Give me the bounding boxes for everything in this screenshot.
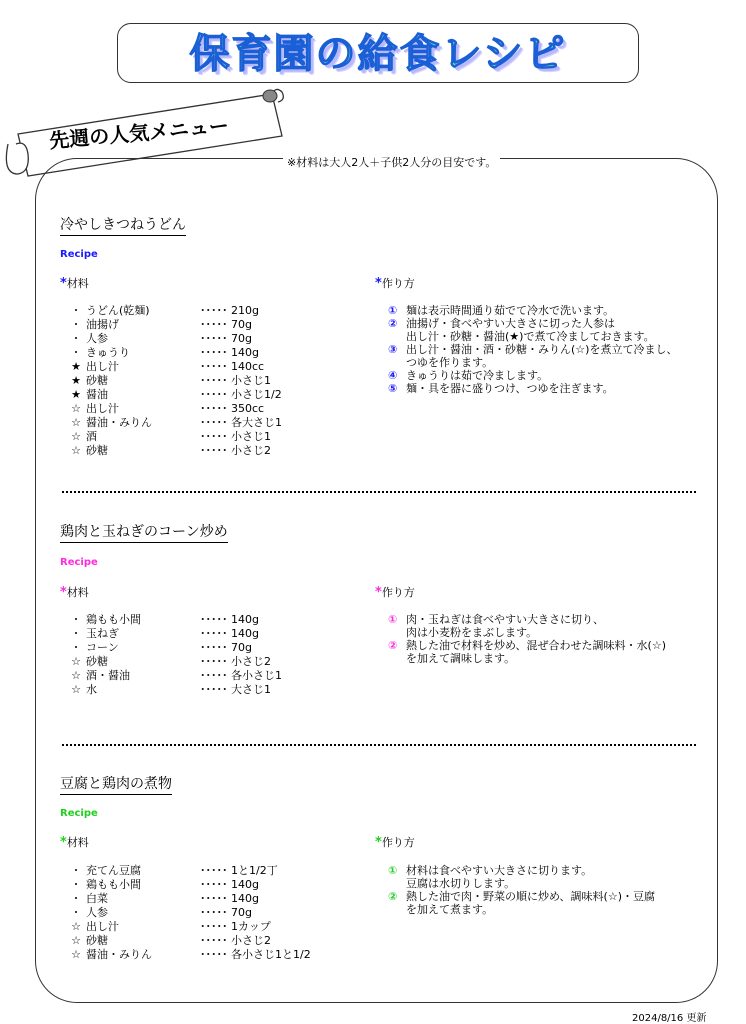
ingredient-mark: ・	[70, 906, 82, 919]
ingredient-name: 酒・醤油	[86, 669, 130, 682]
steps-heading-2: *作り方	[375, 585, 415, 600]
ingredient-name: 出し汁	[86, 360, 119, 373]
ingredient-mark: ☆	[71, 416, 81, 429]
step-number: ②	[388, 639, 398, 652]
ingredient-name: 出し汁	[86, 920, 119, 933]
ingredient-qty: ･････ 各大さじ1	[200, 416, 282, 429]
ingredient-row	[68, 892, 259, 906]
ingredient-name: 人参	[86, 332, 108, 345]
ingredient-qty: ･････ 小さじ1	[200, 430, 271, 443]
ingredient-name: 鶏もも小間	[86, 878, 141, 891]
ingredient-row	[68, 613, 259, 627]
step-number: ①	[388, 304, 398, 317]
step-list-1	[388, 304, 708, 395]
ingredient-row	[68, 683, 271, 697]
steps-heading-1: *作り方	[375, 276, 415, 291]
step-row	[388, 382, 708, 395]
ingredient-qty: ･････ 70g	[200, 332, 252, 345]
ingredient-row	[68, 444, 271, 458]
step-text: きゅうりは茹で冷まします。	[406, 369, 549, 382]
ingredient-row	[68, 402, 265, 416]
materials-heading-2: *材料	[60, 585, 89, 600]
ingredient-qty: ･････ 70g	[200, 906, 252, 919]
ingredient-name: コーン	[86, 641, 119, 654]
ingredient-row	[68, 655, 271, 669]
ingredient-row	[68, 948, 311, 962]
ingredient-mark: ・	[70, 864, 82, 877]
ingredient-name: 砂糖	[86, 444, 108, 457]
step-text: 出し汁・醤油・酒・砂糖・みりん(☆)を煮立て冷まし、 つゆを作ります。	[406, 343, 678, 369]
ingredient-name: 砂糖	[86, 374, 108, 387]
title-box	[117, 23, 639, 83]
ingredient-name: 砂糖	[86, 655, 108, 668]
ingredient-row	[68, 934, 271, 948]
ingredient-row	[68, 304, 259, 318]
steps-heading-3: *作り方	[375, 835, 415, 850]
ingredient-row	[68, 864, 278, 878]
ingredient-row	[68, 318, 252, 332]
ingredient-mark: ☆	[71, 655, 81, 668]
ingredient-qty: ･････ 小さじ2	[200, 934, 271, 947]
ingredient-mark: ・	[70, 304, 82, 317]
ingredient-qty: ･････ 140g	[200, 878, 259, 891]
ingredient-qty: ･････ 70g	[200, 318, 252, 331]
step-text: 熱した油で材料を炒め、混ぜ合わせた調味料・水(☆) を加えて調味します。	[406, 639, 667, 665]
ingredient-mark: ・	[70, 332, 82, 345]
step-number: ②	[388, 890, 398, 903]
ingredient-row	[68, 641, 252, 655]
ingredient-qty: ･････ 140cc	[200, 360, 265, 373]
ingredient-row	[68, 388, 282, 402]
step-number: ②	[388, 317, 398, 330]
ingredient-row	[68, 332, 252, 346]
ingredient-mark: ★	[71, 374, 81, 387]
ingredient-row	[68, 416, 282, 430]
ingredient-row	[68, 920, 271, 934]
ingredient-qty: ･････ 各小さじ1と1/2	[200, 948, 311, 961]
ingredient-qty: ･････ 210g	[200, 304, 259, 317]
ingredient-name: 油揚げ	[86, 318, 119, 331]
step-row	[388, 890, 708, 916]
ingredient-name: 水	[86, 683, 97, 696]
ingredient-qty: ･････ 140g	[200, 627, 259, 640]
ingredient-mark: ☆	[71, 934, 81, 947]
ingredient-qty: ･････ 小さじ1	[200, 374, 271, 387]
step-number: ④	[388, 369, 398, 382]
step-row	[388, 613, 708, 639]
page-title: 保育園の給食レシピ	[189, 31, 567, 77]
step-row	[388, 369, 708, 382]
ingredient-mark: ☆	[71, 669, 81, 682]
portion-note: ※材料は大人2人＋子供2人分の目安です。	[283, 154, 500, 170]
ingredient-mark: ・	[70, 318, 82, 331]
ingredient-name: 白菜	[86, 892, 108, 905]
updated-date: 2024/8/16 更新	[632, 1013, 707, 1024]
ingredient-mark: ・	[70, 627, 82, 640]
ingredient-mark: ・	[70, 892, 82, 905]
ingredient-mark: ☆	[71, 402, 81, 415]
step-list-2	[388, 613, 708, 665]
ingredient-name: 醤油・みりん	[86, 948, 152, 961]
ingredient-row	[68, 627, 259, 641]
ingredient-list-1	[68, 304, 282, 458]
step-text: 油揚げ・食べやすい大きさに切った人参は 出し汁・砂糖・醤油(★)で煮て冷ましておきます。	[406, 317, 655, 343]
ingredient-qty: ･････ 各小さじ1	[200, 669, 282, 682]
ingredient-row	[68, 669, 282, 683]
ingredient-mark: ・	[70, 613, 82, 626]
ingredient-name: 出し汁	[86, 402, 119, 415]
recipe-label-3: Recipe	[60, 808, 98, 819]
recipe-label-2: Recipe	[60, 557, 98, 568]
ingredient-name: 醤油・みりん	[86, 416, 152, 429]
step-text: 材料は食べやすい大きさに切ります。 豆腐は水切りします。	[406, 864, 593, 890]
ingredient-mark: ☆	[71, 920, 81, 933]
ingredient-row	[68, 346, 259, 360]
ingredient-mark: ・	[70, 346, 82, 359]
ingredient-qty: ･････ 1カップ	[200, 920, 271, 933]
step-text: 麺・具を器に盛りつけ、つゆを注ぎます。	[406, 382, 614, 395]
recipe-title-2: 鶏肉と玉ねぎのコーン炒め	[60, 521, 228, 543]
ingredient-name: 鶏もも小間	[86, 613, 141, 626]
step-row	[388, 864, 708, 890]
ingredient-qty: ･････ 140g	[200, 613, 259, 626]
ingredient-qty: ･････ 大さじ1	[200, 683, 271, 696]
ingredient-name: 充てん豆腐	[86, 864, 141, 877]
ingredient-mark: ★	[71, 388, 81, 401]
ingredient-row	[68, 906, 252, 920]
ingredient-qty: ･････ 小さじ1/2	[200, 388, 282, 401]
ingredient-name: 砂糖	[86, 934, 108, 947]
ingredient-name: うどん(乾麺)	[86, 304, 150, 317]
ingredient-qty: ･････ 140g	[200, 346, 259, 359]
ingredient-mark: ・	[70, 641, 82, 654]
step-text: 肉・玉ねぎは食べやすい大きさに切り、 肉は小麦粉をまぶします。	[406, 613, 604, 639]
step-number: ⑤	[388, 382, 398, 395]
ingredient-qty: ･････ 140g	[200, 892, 259, 905]
step-row	[388, 343, 708, 369]
step-list-3	[388, 864, 708, 916]
ingredient-mark: ★	[71, 360, 81, 373]
step-text: 麺は表示時間通り茹でて冷水で洗います。	[406, 304, 615, 317]
ingredient-qty: ･････ 70g	[200, 641, 252, 654]
ingredient-qty: ･････ 小さじ2	[200, 655, 271, 668]
materials-heading-3: *材料	[60, 835, 89, 850]
step-number: ①	[388, 613, 398, 626]
ingredient-mark: ☆	[71, 948, 81, 961]
ingredient-qty: ･････ 350cc	[200, 402, 265, 415]
ingredient-name: 人参	[86, 906, 108, 919]
recipe-label-1: Recipe	[60, 249, 98, 260]
ingredient-qty: ･････ 1と1/2丁	[200, 864, 278, 877]
ingredient-name: 玉ねぎ	[86, 627, 119, 640]
ingredient-mark: ☆	[71, 430, 81, 443]
ingredient-list-2	[68, 613, 282, 697]
step-text: 熱した油で肉・野菜の順に炒め、調味料(☆)・豆腐 を加えて煮ます。	[406, 890, 656, 916]
materials-heading-1: *材料	[60, 276, 89, 291]
ingredient-row	[68, 360, 265, 374]
ingredient-list-3	[68, 864, 311, 962]
step-number: ③	[388, 343, 398, 356]
ingredient-name: 醤油	[86, 388, 108, 401]
ingredient-row	[68, 430, 271, 444]
ingredient-name: きゅうり	[86, 346, 130, 359]
ingredient-row	[68, 374, 271, 388]
ingredient-qty: ･････ 小さじ2	[200, 444, 271, 457]
step-row	[388, 639, 708, 665]
ingredient-mark: ・	[70, 878, 82, 891]
ingredient-mark: ☆	[71, 683, 81, 696]
section-divider-1	[62, 491, 696, 493]
recipe-title-1: 冷やしきつねうどん	[60, 214, 186, 236]
ingredient-name: 酒	[86, 430, 97, 443]
step-row	[388, 304, 708, 317]
recipe-title-3: 豆腐と鶏肉の煮物	[60, 773, 172, 795]
section-divider-2	[62, 744, 696, 746]
step-number: ①	[388, 864, 398, 877]
step-row	[388, 317, 708, 343]
ingredient-row	[68, 878, 259, 892]
ingredient-mark: ☆	[71, 444, 81, 457]
banner-label: 先週の人気メニュー	[48, 113, 230, 153]
